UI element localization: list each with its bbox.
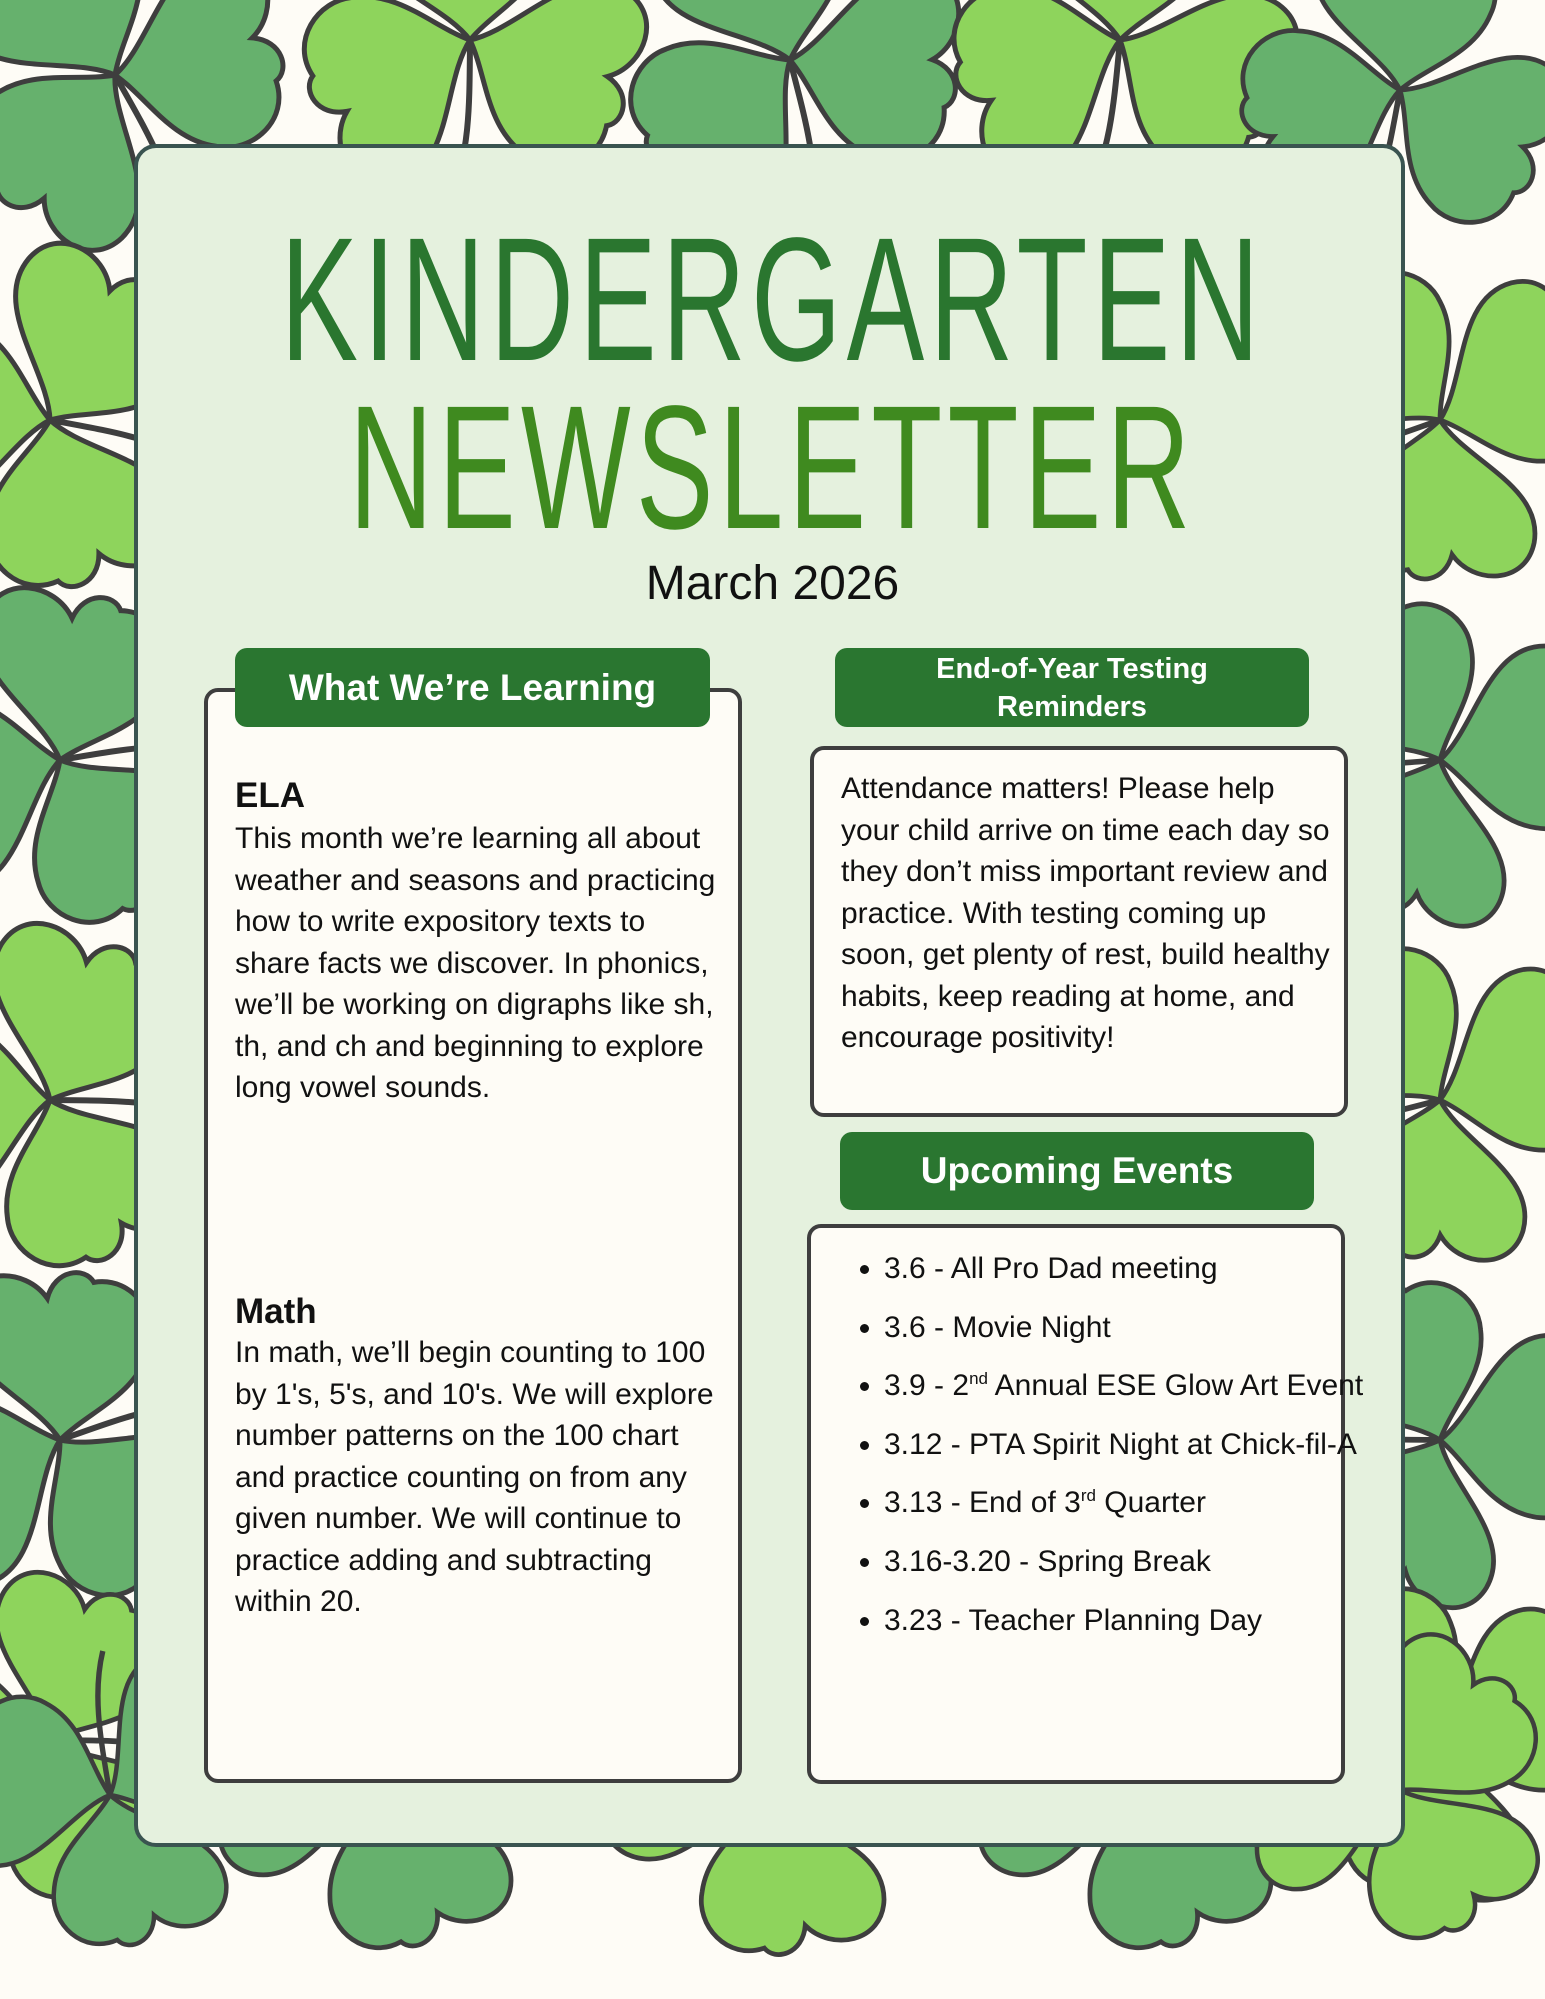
events-heading: Upcoming Events: [840, 1132, 1314, 1210]
event-text: 3.6 - Movie Night: [884, 1310, 1111, 1344]
event-text: 3.16-3.20 - Spring Break: [884, 1544, 1211, 1578]
event-superscript: rd: [1080, 1486, 1096, 1506]
event-superscript: nd: [969, 1369, 988, 1389]
math-heading: Math: [235, 1292, 317, 1331]
event-item: [884, 1357, 1364, 1416]
event-text: 3.6 - All Pro Dad meeting: [884, 1252, 1218, 1285]
event-text: 3.9 - 2: [884, 1369, 970, 1403]
testing-text: Attendance matters! Please help your child arrive on time each day so they don’t miss important review and practice. With testing coming up soon, get plenty of rest, build healthy habits, keep reading at home, and encourage positivity!: [841, 772, 1330, 1054]
event-text: 3.23 - Teacher Planning Day: [884, 1603, 1263, 1637]
learning-heading: What We’re Learning: [235, 648, 710, 727]
event-item: [884, 1474, 1364, 1533]
event-item: [884, 1299, 1364, 1358]
learning-box: [204, 688, 742, 1783]
event-text: Annual ESE Glow Art Event: [987, 1369, 1364, 1403]
testing-heading: End-of-Year Testing Reminders: [835, 648, 1309, 727]
events-list: [829, 1240, 1364, 1650]
math-text: In math, we’ll begin counting to 100 by 1's, 5's, and 10's. We will explore number patterns on the 100 chart and practice counting on from any given number. We will continue to practice adding and subtracting within 20.: [235, 1336, 714, 1618]
testing-box: [810, 746, 1348, 1117]
newsletter-date: March 2026: [645, 557, 900, 610]
event-item: [884, 1416, 1364, 1475]
event-item: [884, 1592, 1364, 1651]
ela-heading: ELA: [235, 776, 305, 815]
ela-text: This month we’re learning all about weather and seasons and practicing how to write expository texts to share facts we discover. In phonics, we’ll be working on digraphs like sh, th, and ch and beginning to explore long vowel sounds.: [235, 822, 716, 1104]
event-text: 3.12 - PTA Spirit Night at Chick-fil-A: [884, 1427, 1357, 1461]
title-line-2: NEWSLETTER: [349, 370, 1196, 566]
title-line-1: KINDERGARTEN: [280, 202, 1265, 398]
event-text: 3.13 - End of 3: [884, 1486, 1081, 1520]
event-item: [884, 1533, 1364, 1592]
event-text: Quarter: [1095, 1486, 1206, 1520]
event-item: [884, 1240, 1364, 1299]
events-box: [807, 1224, 1364, 1784]
